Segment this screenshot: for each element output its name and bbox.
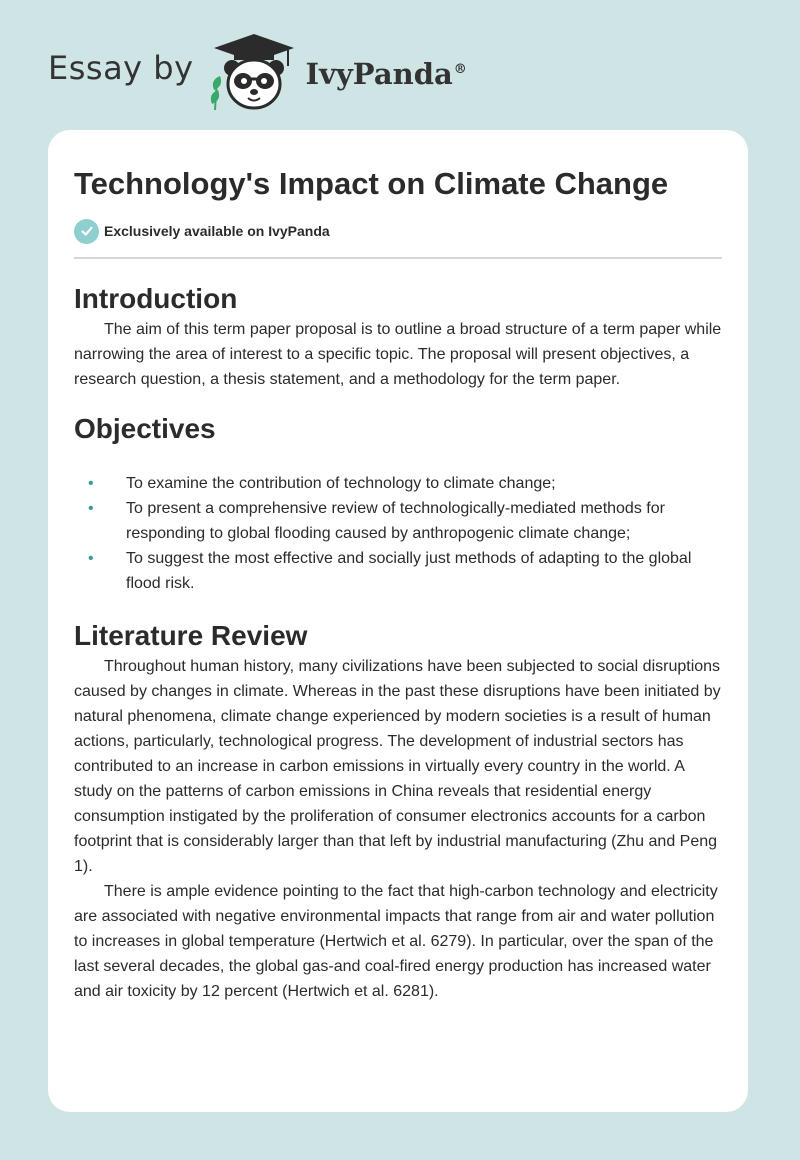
panda-mascot-icon [208,32,300,112]
list-item: • To present a comprehensive review of technologically-mediated methods for responding to global flooding caused by anthropogenic climate change; [74,496,722,546]
section-literature-review [74,618,722,1004]
check-badge-icon [74,219,99,244]
objectives-list [74,471,722,596]
bullet-icon: • [88,550,94,567]
brand-prefix: Essay by [48,49,194,87]
document-title: Technology's Impact on Climate Change [74,166,669,201]
section-introduction [74,281,722,392]
brand-logo[interactable] [48,32,467,112]
essay-card [48,130,748,1112]
section-heading-introduction: Introduction [74,283,238,314]
bullet-icon: • [88,475,94,492]
brand-name: IvyPanda® [305,57,467,91]
section-objectives [74,411,722,596]
literature-review-paragraph: There is ample evidence pointing to the fact that high-carbon technology and electricity are associated with negative environmental impacts that range from air and water pollution to increases in global temperature (Hertwich et al. 6279). In particular, over the span of the last several decades, the global gas-and coal-fired energy production has increased water and air toxicity by 12 percent (Hertwich et al. 6281). [74,883,718,1000]
section-heading-literature-review: Literature Review [74,620,308,651]
introduction-paragraph: The aim of this term paper proposal is to outline a broad structure of a term paper while narrowing the area of interest to a specific topic. The proposal will present objectives, a research question, a thesis statement, and a methodology for the term paper. [74,321,722,388]
list-item: • To suggest the most effective and socially just methods of adapting to the global flood risk. [74,546,722,596]
literature-review-paragraph: Throughout human history, many civilizations have been subjected to social disruptions caused by changes in climate. Whereas in the past these disruptions have been initiated by natural phenomena, climate change experienced by modern societies is a result of human actions, particularly, technological progress. The development of industrial sectors has contributed to an increase in carbon emissions in virtually every country in the world. A study on the patterns of carbon emissions in China reveals that residential energy consumption instigated by the proliferation of consumer electronics accounts for a carbon footprint that is considerably larger than that left by industrial manufacturing (Zhu and Peng 1). [74,658,721,875]
exclusive-badge [74,218,722,244]
badge-label: Exclusively available on IvyPanda [104,223,330,239]
section-heading-objectives: Objectives [74,413,216,444]
list-item: • To examine the contribution of technology to climate change; [74,471,722,496]
divider [74,257,722,259]
bullet-icon: • [88,500,94,517]
